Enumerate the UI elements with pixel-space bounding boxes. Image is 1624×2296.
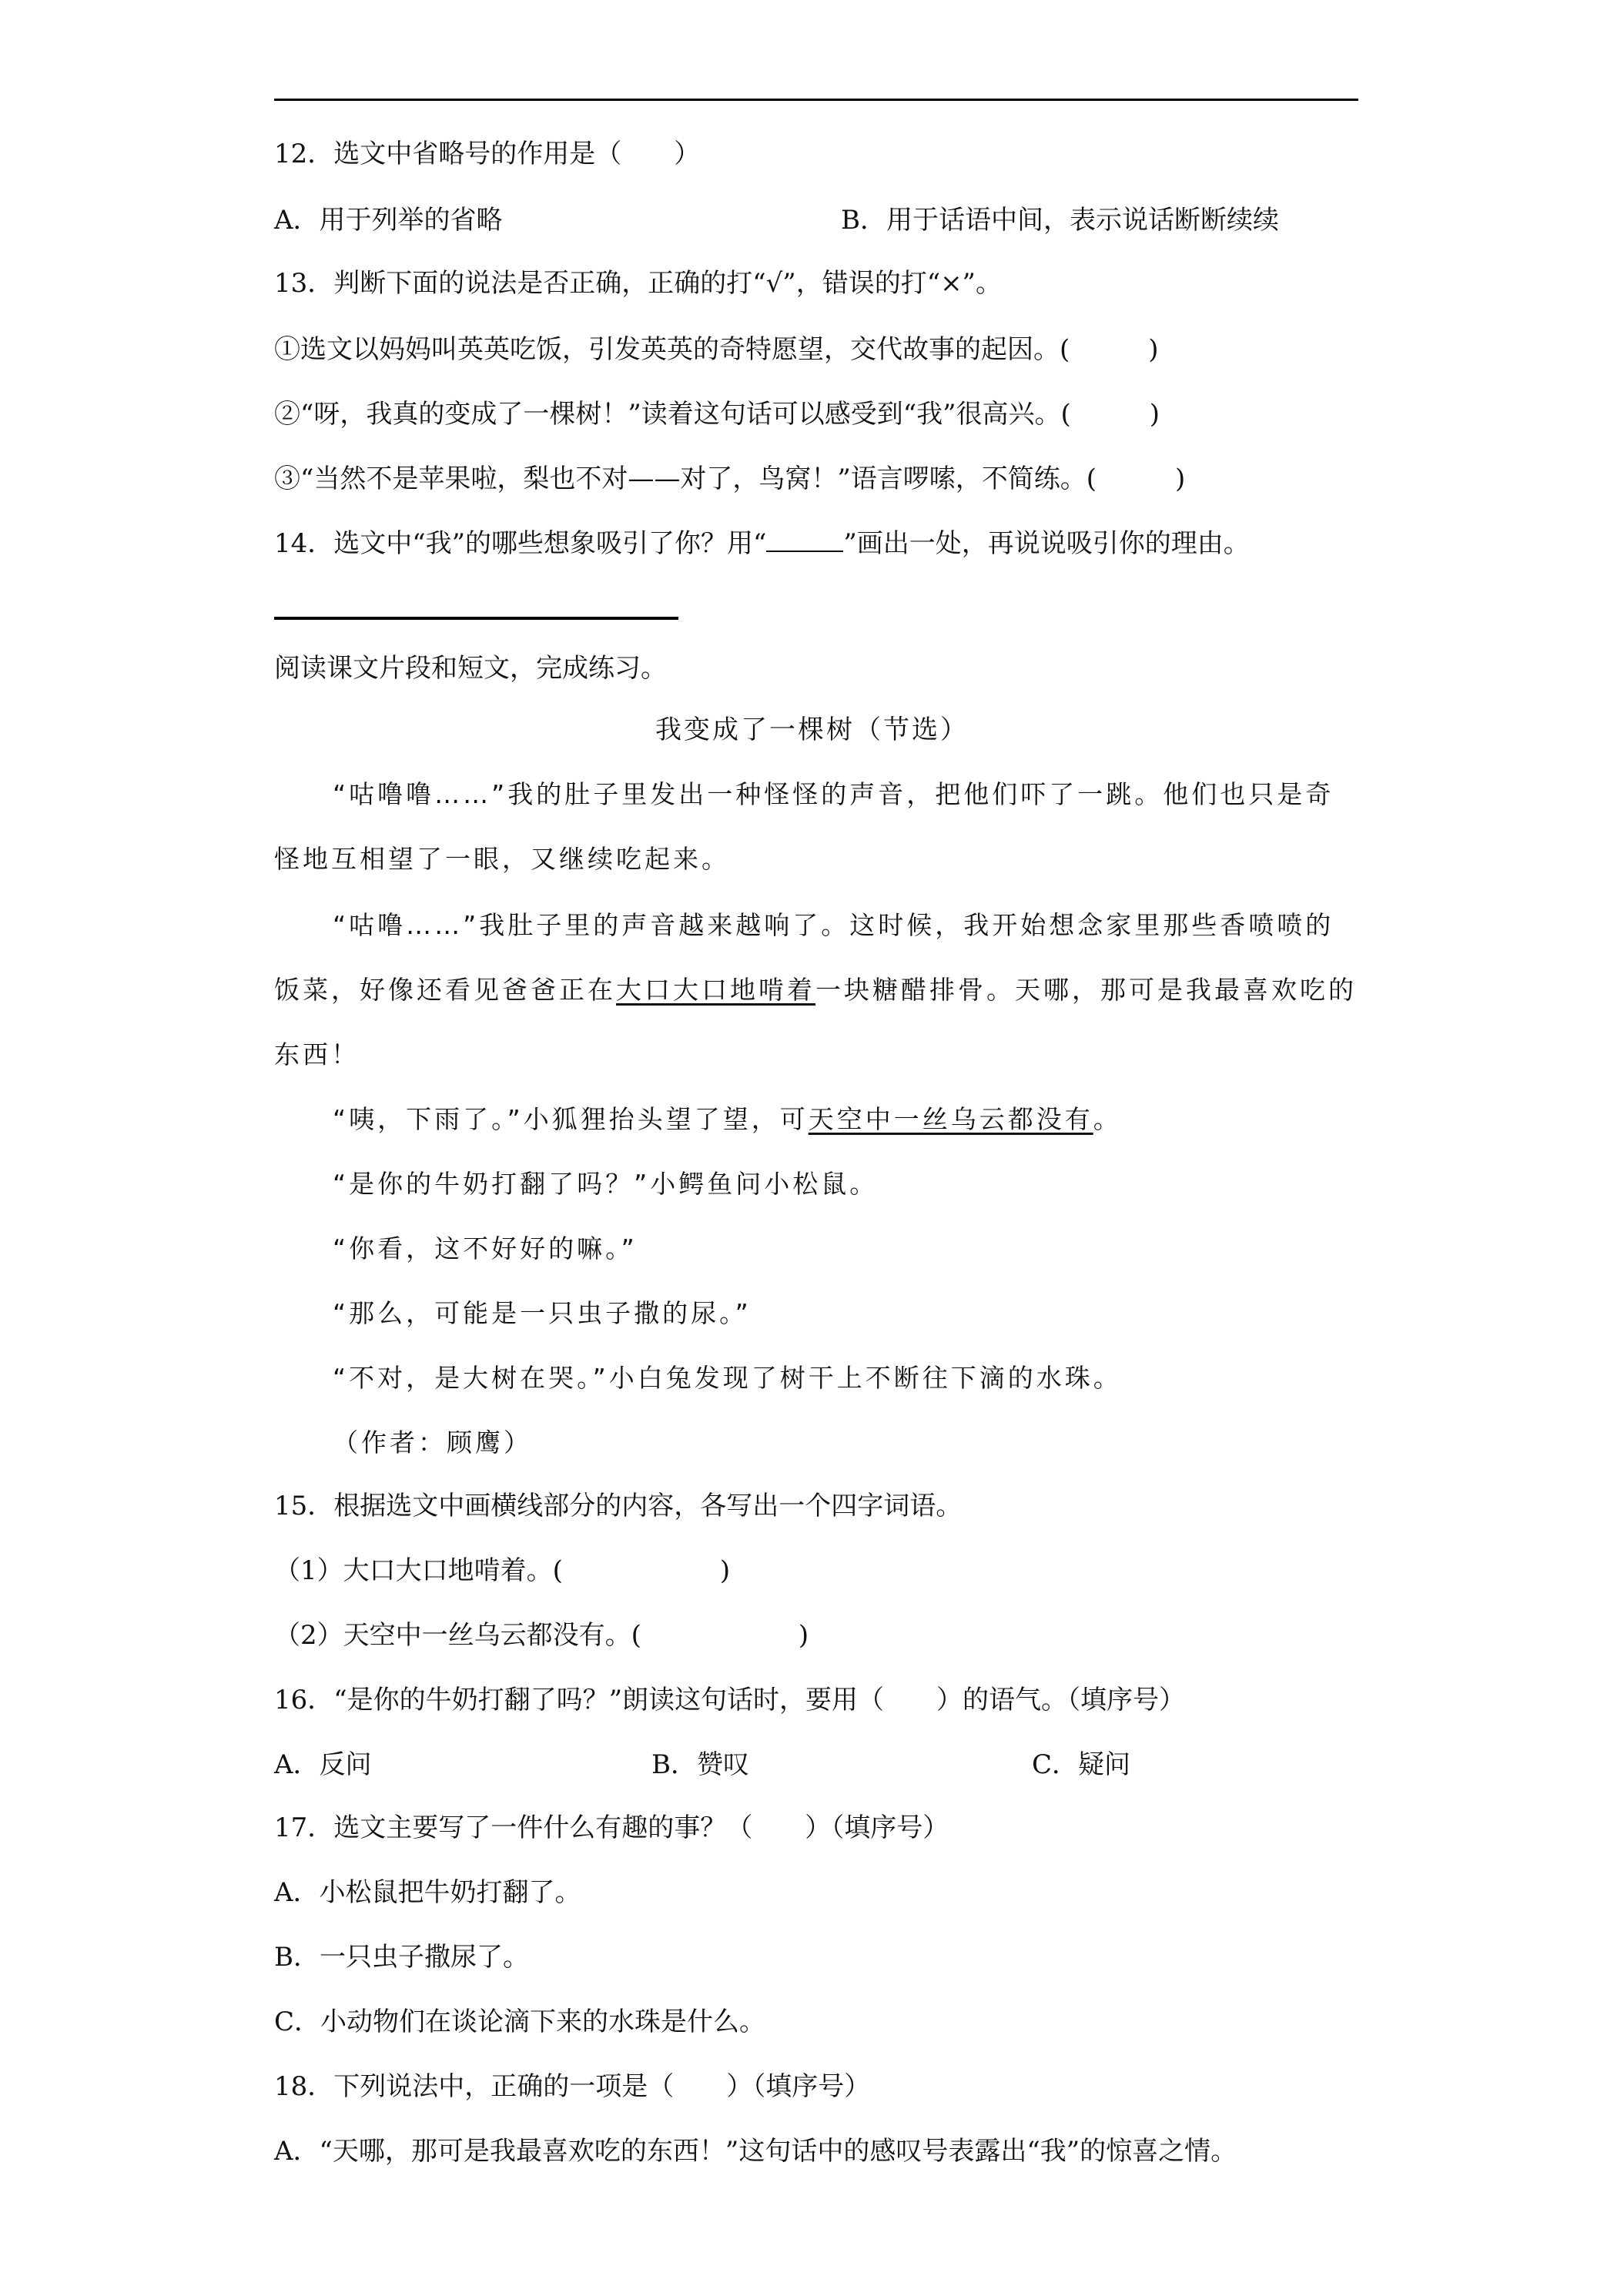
q16-option-a: A．反问: [274, 1749, 372, 1780]
q17-option-b: B．一只虫子撒尿了。: [274, 1942, 529, 1973]
q15-stem: 15．根据选文中画横线部分的内容，各写出一个四字词语。: [274, 1491, 963, 1521]
passage-p2-line3: 东西！: [274, 1039, 360, 1069]
q15-item-2: （2）天空中一丝乌云都没有。( ): [274, 1620, 809, 1651]
q14-stem-end: ”画出一处，再说说吸引你的理由。: [843, 528, 1250, 559]
q12-option-a: A．用于列举的省略: [274, 205, 503, 236]
q13-item-1: ①选文以妈妈叫英英吃饭，引发英英的奇特愿望，交代故事的起因。( ): [274, 334, 1159, 365]
underlined-phrase-2: 天空中一丝乌云都没有: [808, 1104, 1093, 1134]
passage-p3: [333, 1103, 1122, 1136]
q12-stem: 12．选文中省略号的作用是（ ）: [274, 139, 701, 169]
q16-option-b: B．赞叹: [651, 1749, 749, 1780]
q13-item-2: ②“呀，我真的变成了一棵树！”读着这句话可以感受到“我”很高兴。( ): [274, 399, 1160, 430]
passage-p4: “是你的牛奶打翻了吗？”小鳄鱼问小松鼠。: [333, 1169, 879, 1199]
passage-title: 我变成了一棵树（节选）: [655, 715, 969, 745]
passage-p3-post: 。: [1093, 1104, 1122, 1134]
passage-p1-line2: 怪地互相望了一眼，又继续吃起来。: [274, 844, 730, 874]
q18-stem: 18．下列说法中，正确的一项是（ ）（填序号）: [274, 2071, 871, 2102]
q14-stem: [274, 527, 1250, 561]
q17-option-c: C．小动物们在谈论滴下来的水珠是什么。: [274, 2006, 766, 2037]
reading-instruction: 阅读课文片段和短文，完成练习。: [274, 653, 667, 684]
q17-stem: 17．选文主要写了一件什么有趣的事？（ ）（填序号）: [274, 1812, 949, 1843]
underlined-phrase-1: 大口大口地啃着: [616, 975, 815, 1005]
passage-p6: “那么，可能是一只虫子撒的尿。”: [333, 1298, 752, 1328]
passage-author: （作者：顾鹰）: [333, 1427, 532, 1458]
passage-p2-line2-post: 一块糖醋排骨。天哪，那可是我最喜欢吃的: [815, 975, 1357, 1005]
passage-p2-line1: “咕噜……”我肚子里的声音越来越响了。这时候，我开始想念家里那些香喷喷的: [333, 910, 1334, 940]
passage-p3-pre: “咦，下雨了。”小狐狸抬头望了望，可: [333, 1104, 809, 1134]
q13-stem: 13．判断下面的说法是否正确，正确的打“√”，错误的打“×”。: [274, 268, 1002, 299]
passage-p7: “不对，是大树在哭。”小白兔发现了树干上不断往下滴的水珠。: [333, 1363, 1122, 1393]
q14-stem-start: 14．选文中“我”的哪些想象吸引了你？用“: [274, 528, 767, 559]
q16-stem: 16．“是你的牛奶打翻了吗？”朗读这句话时，要用（ ）的语气。（填序号）: [274, 1685, 1186, 1715]
q14-underline-sample: [766, 527, 843, 552]
q12-option-b: B．用于话语中间，表示说话断断续续: [841, 205, 1279, 236]
passage-p5: “你看，这不好好的嘛。”: [333, 1233, 638, 1263]
passage-p2-line2-pre: 饭菜，好像还看见爸爸正在: [274, 975, 616, 1005]
q13-item-3: ③“当然不是苹果啦，梨也不对——对了，鸟窝！”语言啰嗦，不简练。( ): [274, 464, 1186, 494]
q16-option-c: C．疑问: [1032, 1749, 1131, 1780]
answer-line: [274, 617, 678, 620]
q15-item-1: （1）大口大口地啃着。( ): [274, 1555, 731, 1586]
passage-p2-line2: [274, 973, 1357, 1007]
q18-option-a: A．“天哪，那可是我最喜欢吃的东西！”这句话中的感叹号表露出“我”的惊喜之情。: [274, 2136, 1237, 2167]
passage-p1-line1: “咕噜噜……”我的肚子里发出一种怪怪的声音，把他们吓了一跳。他们也只是奇: [333, 779, 1334, 809]
header-rule: [274, 99, 1358, 101]
q17-option-a: A．小松鼠把牛奶打翻了。: [274, 1877, 581, 1908]
